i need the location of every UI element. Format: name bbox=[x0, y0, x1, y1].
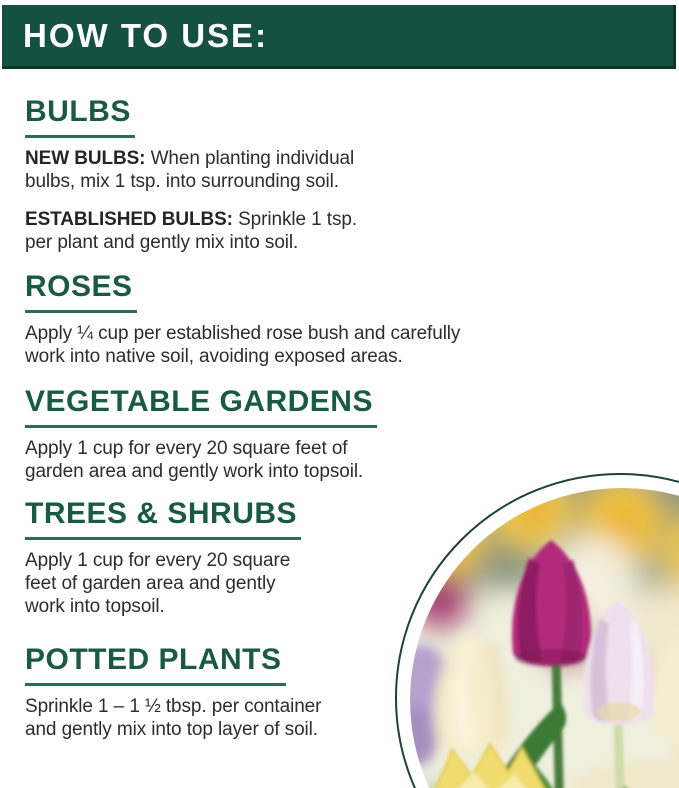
banner-title: HOW TO USE: bbox=[23, 16, 269, 54]
paragraph-line: and gently mix into top layer of soil. bbox=[25, 719, 318, 740]
how-to-use-banner bbox=[2, 5, 676, 69]
paragraph bbox=[25, 695, 397, 741]
paragraph-line: work into native soil, avoiding exposed areas. bbox=[25, 346, 403, 367]
section-vegetable-gardens bbox=[25, 387, 665, 483]
paragraph-lead: NEW BULBS: bbox=[25, 148, 146, 169]
paragraph-line: bulbs, mix 1 tsp. into surrounding soil. bbox=[25, 171, 339, 192]
section-heading: POTTED PLANTS bbox=[25, 645, 286, 686]
paragraph-lead: ESTABLISHED BULBS: bbox=[25, 209, 233, 230]
paragraph-line: work into topsoil. bbox=[25, 596, 165, 617]
section-heading: TREES & SHRUBS bbox=[25, 499, 301, 540]
paragraph-line: garden area and gently work into topsoil. bbox=[25, 461, 364, 482]
section-heading: VEGETABLE GARDENS bbox=[25, 387, 377, 428]
paragraph bbox=[25, 549, 360, 618]
section-roses bbox=[25, 272, 665, 368]
section-bulbs bbox=[25, 97, 665, 254]
paragraph-line: Sprinkle 1 tsp. bbox=[238, 209, 357, 230]
paragraph bbox=[25, 147, 420, 193]
section-heading: BULBS bbox=[25, 97, 135, 138]
section-heading: ROSES bbox=[25, 272, 137, 313]
paragraph-line: Apply ¼ cup per established rose bush and carefully bbox=[25, 323, 461, 344]
paragraph-line: Apply 1 cup for every 20 square feet of bbox=[25, 438, 348, 459]
paragraph bbox=[25, 322, 545, 368]
paragraph-line: Apply 1 cup for every 20 square bbox=[25, 550, 291, 571]
paragraph-line: per plant and gently mix into soil. bbox=[25, 232, 299, 253]
paragraph-line: feet of garden area and gently bbox=[25, 573, 276, 594]
paragraph-line: When planting individual bbox=[150, 148, 355, 169]
paragraph bbox=[25, 208, 420, 254]
paragraph bbox=[25, 437, 455, 483]
paragraph-line: Sprinkle 1 – 1 ½ tbsp. per container bbox=[25, 696, 322, 717]
